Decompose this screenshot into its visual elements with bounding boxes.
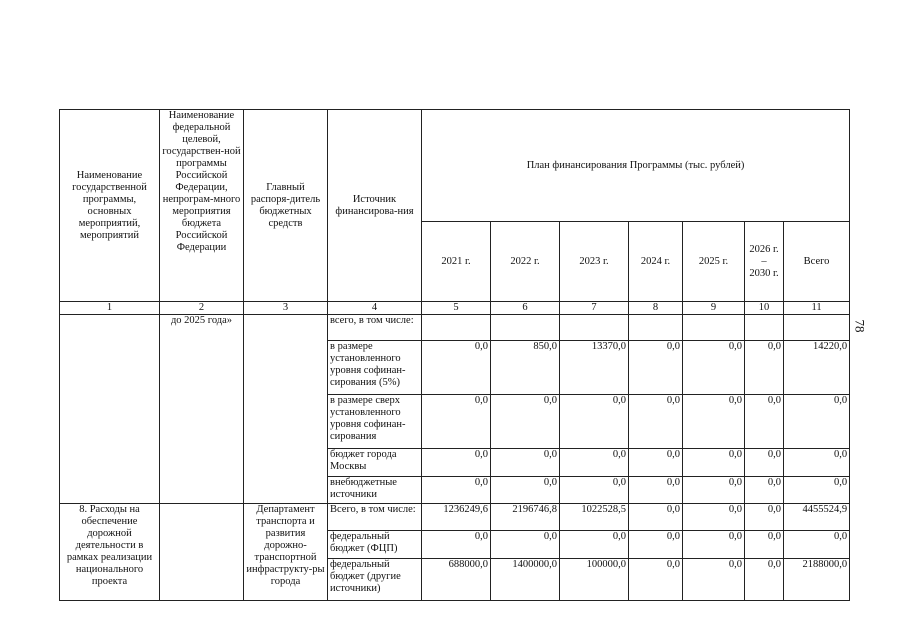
value-cell: 0,0: [745, 559, 784, 601]
budget-manager-cell: [244, 315, 328, 504]
value-cell: [683, 315, 745, 341]
header-total: Всего: [784, 222, 850, 302]
table-row: [60, 315, 850, 341]
source-cell: в размере сверх установленного уровня софинан-сирования: [328, 395, 422, 449]
col-number: 10: [745, 302, 784, 315]
col-number: 7: [560, 302, 629, 315]
value-cell: [560, 315, 629, 341]
value-cell: 0,0: [491, 395, 560, 449]
value-cell: 0,0: [745, 531, 784, 559]
col-number: 9: [683, 302, 745, 315]
value-cell: 0,0: [560, 395, 629, 449]
value-cell: 0,0: [745, 504, 784, 531]
value-cell: [629, 315, 683, 341]
value-cell: 0,0: [784, 531, 850, 559]
header-financing-plan: План финансирования Программы (тыс. рублей): [422, 110, 850, 222]
source-cell: всего, в том числе:: [328, 315, 422, 341]
value-cell: 0,0: [422, 477, 491, 504]
value-cell: 850,0: [491, 341, 560, 395]
value-cell: [745, 315, 784, 341]
value-cell: 0,0: [491, 477, 560, 504]
col-number: 11: [784, 302, 850, 315]
value-cell: 0,0: [629, 504, 683, 531]
value-cell: 0,0: [560, 531, 629, 559]
header-year-2022: 2022 г.: [491, 222, 560, 302]
value-cell: 0,0: [560, 477, 629, 504]
federal-program-cell: [160, 504, 244, 601]
col-number: 3: [244, 302, 328, 315]
source-cell: в размере установленного уровня софинан-сирования (5%): [328, 341, 422, 395]
page-number: 78: [852, 319, 868, 333]
header-federal-program: Наименование федеральной целевой, государствен-ной программы Российской Федерации, непрограм-много мероприятия бюджета Российской Федерации: [160, 110, 244, 302]
col-number: 1: [60, 302, 160, 315]
value-cell: 0,0: [683, 341, 745, 395]
value-cell: [491, 315, 560, 341]
column-number-row: [60, 302, 850, 315]
financing-table-container: [59, 109, 849, 607]
value-cell: 0,0: [629, 395, 683, 449]
header-year-2026-2030: 2026 г. – 2030 г.: [745, 222, 784, 302]
value-cell: 2196746,8: [491, 504, 560, 531]
col-number: 5: [422, 302, 491, 315]
source-cell: бюджет города Москвы: [328, 449, 422, 477]
value-cell: 0,0: [745, 449, 784, 477]
value-cell: 0,0: [745, 395, 784, 449]
value-cell: 0,0: [683, 559, 745, 601]
program-name-cell: [60, 315, 160, 504]
value-cell: [422, 315, 491, 341]
value-cell: 0,0: [683, 477, 745, 504]
value-cell: 0,0: [491, 531, 560, 559]
col-number: 8: [629, 302, 683, 315]
value-cell: 0,0: [745, 477, 784, 504]
header-year-2025: 2025 г.: [683, 222, 745, 302]
federal-program-cell: до 2025 года»: [160, 315, 244, 504]
value-cell: 0,0: [422, 449, 491, 477]
value-cell: 14220,0: [784, 341, 850, 395]
col-number: 6: [491, 302, 560, 315]
header-year-2023: 2023 г.: [560, 222, 629, 302]
source-cell: федеральный бюджет (ФЦП): [328, 531, 422, 559]
value-cell: 1236249,6: [422, 504, 491, 531]
value-cell: 688000,0: [422, 559, 491, 601]
source-cell: внебюджетные источники: [328, 477, 422, 504]
value-cell: 4455524,9: [784, 504, 850, 531]
value-cell: 0,0: [683, 531, 745, 559]
value-cell: 0,0: [629, 531, 683, 559]
header-program-name: Наименование государственной программы, основных мероприятий, мероприятий: [60, 110, 160, 302]
value-cell: 0,0: [629, 341, 683, 395]
value-cell: 0,0: [422, 531, 491, 559]
header-funding-source: Источник финансирова-ния: [328, 110, 422, 302]
value-cell: 0,0: [683, 449, 745, 477]
value-cell: 0,0: [629, 559, 683, 601]
budget-manager-cell: Департамент транспорта и развития дорожно-транспортной инфраструкту-ры города: [244, 504, 328, 601]
value-cell: 100000,0: [560, 559, 629, 601]
program-name-cell: 8. Расходы на обеспечение дорожной деятельности в рамках реализации национального проекта: [60, 504, 160, 601]
financing-table: [59, 109, 850, 601]
value-cell: 0,0: [683, 504, 745, 531]
value-cell: 0,0: [745, 341, 784, 395]
value-cell: 0,0: [784, 449, 850, 477]
value-cell: 0,0: [422, 341, 491, 395]
value-cell: 1022528,5: [560, 504, 629, 531]
table-row: [60, 504, 850, 531]
header-year-2024: 2024 г.: [629, 222, 683, 302]
value-cell: 0,0: [491, 449, 560, 477]
value-cell: 0,0: [629, 477, 683, 504]
value-cell: 13370,0: [560, 341, 629, 395]
value-cell: 0,0: [784, 395, 850, 449]
source-cell: Всего, в том числе:: [328, 504, 422, 531]
value-cell: 0,0: [560, 449, 629, 477]
col-number: 2: [160, 302, 244, 315]
value-cell: 0,0: [629, 449, 683, 477]
header-budget-manager: Главный распоря-дитель бюджетных средств: [244, 110, 328, 302]
header-year-2021: 2021 г.: [422, 222, 491, 302]
value-cell: 0,0: [683, 395, 745, 449]
value-cell: 2188000,0: [784, 559, 850, 601]
value-cell: 0,0: [784, 477, 850, 504]
col-number: 4: [328, 302, 422, 315]
value-cell: 0,0: [422, 395, 491, 449]
value-cell: 1400000,0: [491, 559, 560, 601]
value-cell: [784, 315, 850, 341]
source-cell: федеральный бюджет (другие источники): [328, 559, 422, 601]
